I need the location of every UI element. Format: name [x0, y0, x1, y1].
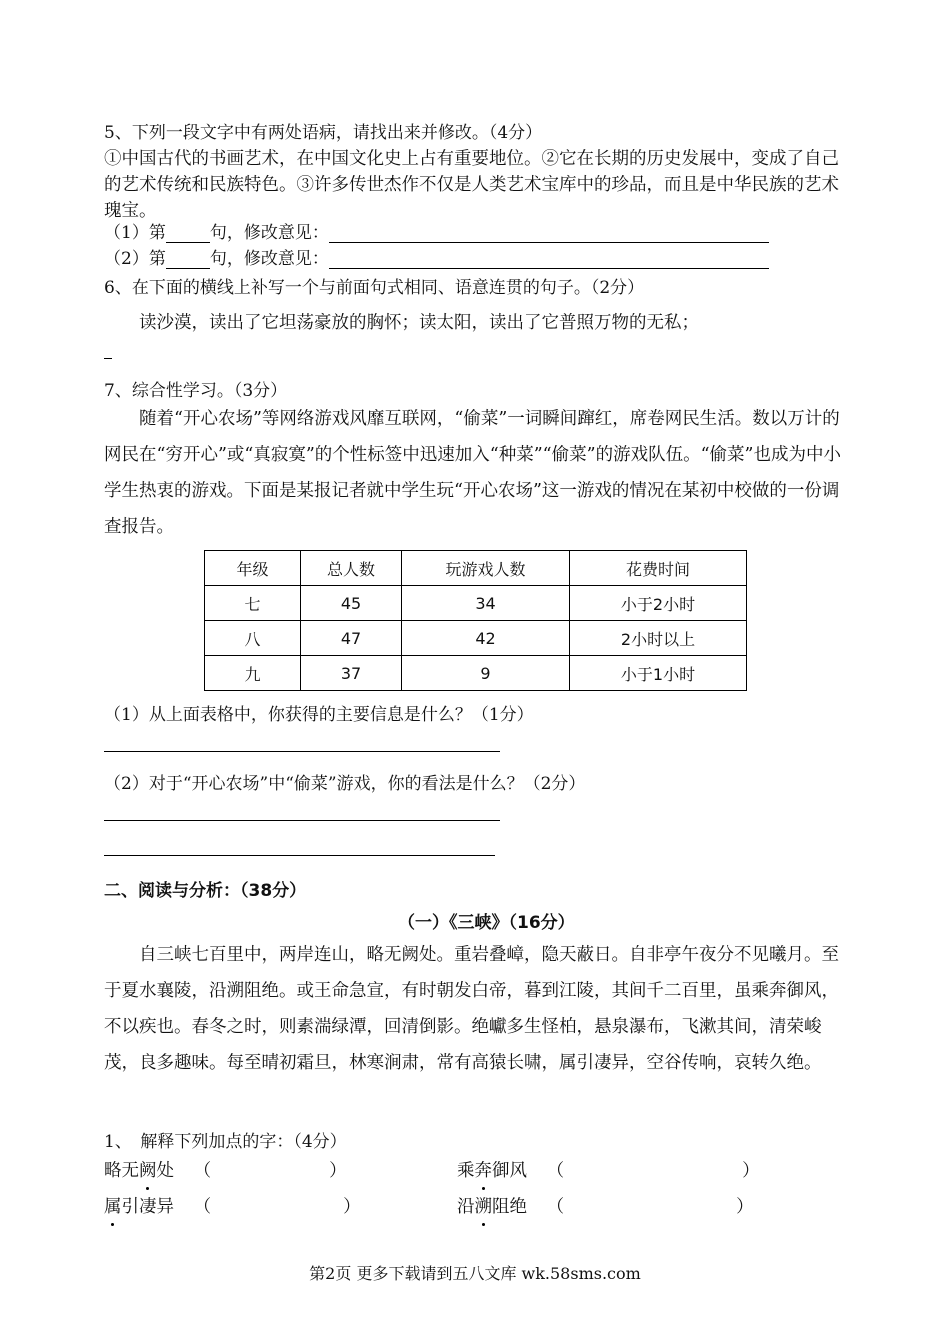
vocab-item-4: [457, 1193, 754, 1218]
close-paren: ）: [343, 1197, 361, 1217]
close-paren: ）: [329, 1161, 347, 1181]
table-cell: 八: [205, 621, 301, 656]
table-header: 总人数: [301, 551, 402, 586]
dotted-char: 阙: [139, 1157, 157, 1182]
section2-q1-title: 1、 解释下列加点的字：（4分）: [104, 1132, 347, 1152]
q5-answer-1-sentence-blank[interactable]: [166, 224, 210, 243]
q6-answer-line[interactable]: [104, 358, 112, 359]
vocab-text: 御风: [492, 1161, 527, 1181]
vocab-item-1: [104, 1157, 347, 1182]
vocab-text: 阻绝: [492, 1197, 527, 1217]
close-paren: ）: [736, 1197, 754, 1217]
q7-sub2-answer-line-1[interactable]: [104, 820, 500, 821]
vocab-text: 沿: [457, 1197, 475, 1217]
table-cell: 九: [205, 656, 301, 691]
q5-passage: ①中国古代的书画艺术，在中国文化史上占有重要地位。②它在长期的历史发展中，变成了自己的艺术传统和民族特色。③许多传世杰作不仅是人类艺术宝库中的珍品，而且是中华民族的艺术瑰宝。: [104, 149, 839, 221]
dotted-char: 奔: [475, 1157, 493, 1182]
table-cell: 45: [301, 586, 402, 621]
section2-heading: 二、阅读与分析：（38分）: [104, 881, 307, 901]
q5-answer-1-revision-blank[interactable]: [329, 224, 769, 243]
q5-answer-2: [104, 244, 769, 269]
q5-answer-1-prefix: （1）第: [104, 223, 166, 243]
table-cell: 小于1小时: [570, 656, 747, 691]
table-cell: 37: [301, 656, 402, 691]
q7-sub1: （1）从上面表格中，你获得的主要信息是什么？（1分）: [104, 705, 534, 725]
table-cell: 34: [402, 586, 570, 621]
vocab-text: 引凄异: [121, 1197, 174, 1217]
table-cell: 42: [402, 621, 570, 656]
q5-answer-1: [104, 218, 769, 243]
q7-passage-text: 随着“开心农场”等网络游戏风靡互联网，“偷菜”一词瞬间蹿红，席卷网民生活。数以万计的网民在“穷开心”或“真寂寞”的个性标签中迅速加入“种菜”“偷菜”的游戏队伍。“偷菜”也成为中小学生热衷的游戏。下面是某报记者就中学生玩“开心农场”这一游戏的情况在某初中校做的一份调查报告。: [104, 409, 841, 537]
table-row: [205, 656, 747, 691]
table-header: 年级: [205, 551, 301, 586]
table-cell: 9: [402, 656, 570, 691]
section2-subheading: （一）《三峡》（16分）: [398, 913, 575, 933]
vocab-text: 处: [156, 1161, 174, 1181]
q5-answer-2-revision-blank[interactable]: [329, 250, 769, 269]
table-header-row: [205, 551, 747, 586]
survey-table: [204, 550, 747, 691]
q7-sub1-answer-line[interactable]: [104, 751, 500, 752]
q5-title: 5、下列一段文字中有两处语病，请找出来并修改。（4分）: [104, 123, 543, 143]
dotted-char: 属: [104, 1193, 122, 1218]
q6-title: 6、在下面的横线上补写一个与前面句式相同、语意连贯的句子。（2分）: [104, 278, 645, 298]
vocab-text: 乘: [457, 1161, 475, 1181]
open-paren: （: [546, 1161, 565, 1181]
vocab-text: 略无: [104, 1161, 139, 1181]
table-row: [205, 586, 747, 621]
close-paren: ）: [742, 1161, 760, 1181]
table-header: 花费时间: [570, 551, 747, 586]
table-row: [205, 621, 747, 656]
q5-answer-2-mid: 句，修改意见：: [209, 249, 329, 269]
table-cell: 47: [301, 621, 402, 656]
open-paren: （: [193, 1161, 212, 1181]
q7-passage: [104, 401, 849, 545]
q7-sub2-answer-line-2[interactable]: [104, 855, 495, 856]
q7-title: 7、综合性学习。（3分）: [104, 381, 288, 401]
table-cell: 七: [205, 586, 301, 621]
q5-answer-2-sentence-blank[interactable]: [166, 250, 210, 269]
sanxia-passage-text: 自三峡七百里中，两岸连山，略无阙处。重岩叠嶂，隐天蔽日。自非亭午夜分不见曦月。至于夏水襄陵，沿溯阻绝。或王命急宣，有时朝发白帝，暮到江陵，其间千二百里，虽乘奔御风，不以疾也。春冬之时，则素湍绿潭，回清倒影。绝巘多生怪柏，悬泉瀑布，飞漱其间，清荣峻茂，良多趣味。每至晴初霜旦，林寒涧肃，常有高猿长啸，属引凄异，空谷传响，哀转久绝。: [104, 945, 839, 1073]
open-paren: （: [546, 1197, 565, 1217]
vocab-item-2: [457, 1157, 760, 1182]
page-footer: 第2页 更多下载请到五八文库 wk.58sms.com: [309, 1264, 641, 1283]
vocab-item-3: [104, 1193, 361, 1218]
open-paren: （: [193, 1197, 212, 1217]
q5-answer-1-mid: 句，修改意见：: [209, 223, 329, 243]
table-cell: 小于2小时: [570, 586, 747, 621]
table-cell: 2小时以上: [570, 621, 747, 656]
table-header: 玩游戏人数: [402, 551, 570, 586]
sanxia-passage: [104, 937, 849, 1081]
dotted-char: 溯: [475, 1193, 493, 1218]
q7-sub2: （2）对于“开心农场”中“偷菜”游戏，你的看法是什么？（2分）: [104, 774, 586, 794]
q6-sentence: 读沙漠，读出了它坦荡豪放的胸怀；读太阳，读出了它普照万物的无私；: [139, 313, 699, 333]
q5-answer-2-prefix: （2）第: [104, 249, 166, 269]
